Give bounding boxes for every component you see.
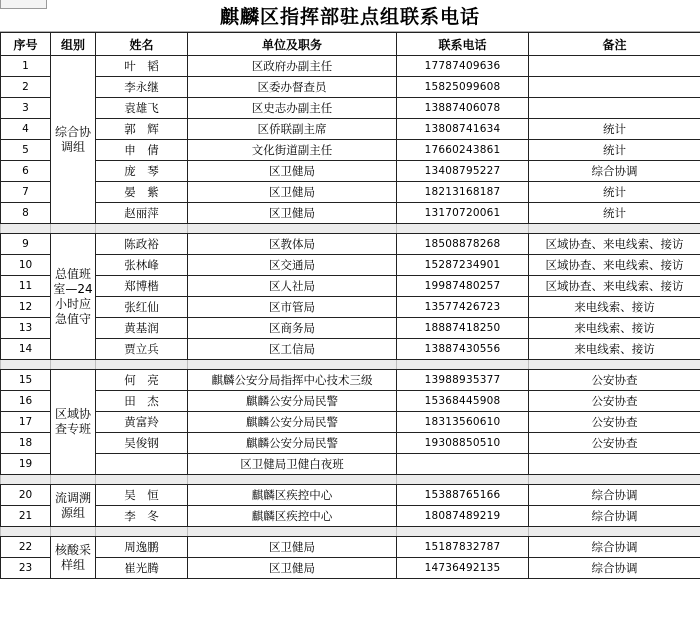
cell-group[interactable]: 流调溯源组 xyxy=(51,485,96,527)
cell-name[interactable]: 田 杰 xyxy=(96,391,188,412)
spacer-cell xyxy=(397,360,529,370)
cell-no[interactable]: 1 xyxy=(1,56,51,77)
spacer-cell xyxy=(188,527,397,537)
cell-unit[interactable]: 区卫健局 xyxy=(188,203,397,224)
cell-note[interactable] xyxy=(529,77,700,98)
table-row xyxy=(1,558,700,579)
cell-unit[interactable]: 麒麟公安分局民警 xyxy=(188,433,397,454)
cell-name[interactable]: 李永继 xyxy=(96,77,188,98)
cell-unit[interactable]: 区卫健局 xyxy=(188,161,397,182)
cell-no[interactable]: 8 xyxy=(1,203,51,224)
cell-phone[interactable]: 15187832787 xyxy=(397,537,529,558)
table-row xyxy=(1,506,700,527)
cell-phone[interactable]: 13170720061 xyxy=(397,203,529,224)
spacer-cell xyxy=(397,224,529,234)
spacer-cell xyxy=(51,360,96,370)
table-row xyxy=(1,339,700,360)
cell-note[interactable]: 区域协查、来电线索、接访 xyxy=(529,276,700,297)
spacer-cell xyxy=(529,360,700,370)
cell-note[interactable]: 统计 xyxy=(529,182,700,203)
cell-note[interactable]: 公安协查 xyxy=(529,370,700,391)
cell-phone[interactable]: 13887406078 xyxy=(397,98,529,119)
cell-name[interactable]: 崔光腾 xyxy=(96,558,188,579)
cell-name[interactable]: 庞 琴 xyxy=(96,161,188,182)
spacer-cell xyxy=(188,475,397,485)
cell-no[interactable]: 18 xyxy=(1,433,51,454)
table-row xyxy=(1,119,700,140)
header-phone: 联系电话 xyxy=(397,33,529,56)
header-unit: 单位及职务 xyxy=(188,33,397,56)
cell-no[interactable]: 6 xyxy=(1,161,51,182)
table-row xyxy=(1,203,700,224)
cell-phone[interactable]: 15388765166 xyxy=(397,485,529,506)
cell-name[interactable]: 吴俊钢 xyxy=(96,433,188,454)
cell-unit[interactable]: 区人社局 xyxy=(188,276,397,297)
cell-no[interactable]: 7 xyxy=(1,182,51,203)
cell-phone[interactable]: 18313560610 xyxy=(397,412,529,433)
cell-no[interactable]: 4 xyxy=(1,119,51,140)
table-row xyxy=(1,140,700,161)
cell-unit[interactable]: 区政府办副主任 xyxy=(188,56,397,77)
cell-phone[interactable] xyxy=(397,454,529,475)
cell-note[interactable]: 综合协调 xyxy=(529,537,700,558)
cell-no[interactable]: 15 xyxy=(1,370,51,391)
cell-no[interactable]: 16 xyxy=(1,391,51,412)
cell-unit[interactable]: 麒麟公安分局民警 xyxy=(188,391,397,412)
cell-name[interactable]: 叶 韬 xyxy=(96,56,188,77)
spacer-row xyxy=(1,527,700,537)
cell-name[interactable]: 郭 辉 xyxy=(96,119,188,140)
cell-name[interactable]: 郑博楷 xyxy=(96,276,188,297)
cell-group[interactable]: 区域协查专班 xyxy=(51,370,96,475)
cell-unit[interactable]: 区工信局 xyxy=(188,339,397,360)
cell-phone[interactable]: 13408795227 xyxy=(397,161,529,182)
cell-name[interactable]: 周逸鹏 xyxy=(96,537,188,558)
cell-name[interactable]: 何 亮 xyxy=(96,370,188,391)
cell-phone[interactable]: 14736492135 xyxy=(397,558,529,579)
spacer-row xyxy=(1,224,700,234)
cell-no[interactable]: 10 xyxy=(1,255,51,276)
cell-unit[interactable]: 麒麟公安分局民警 xyxy=(188,412,397,433)
cell-group[interactable]: 总值班室—24小时应急值守 xyxy=(51,234,96,360)
table-row xyxy=(1,234,700,255)
cell-phone[interactable]: 17787409636 xyxy=(397,56,529,77)
spacer-cell xyxy=(1,475,51,485)
cell-note[interactable]: 来电线索、接访 xyxy=(529,339,700,360)
cell-name[interactable]: 赵丽萍 xyxy=(96,203,188,224)
cell-no[interactable]: 17 xyxy=(1,412,51,433)
cell-unit[interactable]: 区卫健局卫健白夜班 xyxy=(188,454,397,475)
cell-no[interactable]: 23 xyxy=(1,558,51,579)
spacer-cell xyxy=(1,527,51,537)
cell-no[interactable]: 22 xyxy=(1,537,51,558)
cell-phone[interactable]: 13577426723 xyxy=(397,297,529,318)
table-row xyxy=(1,276,700,297)
cell-phone[interactable]: 15287234901 xyxy=(397,255,529,276)
sheet-title xyxy=(0,0,700,32)
spacer-cell xyxy=(1,224,51,234)
contact-table xyxy=(0,32,700,579)
cell-unit[interactable]: 区卫健局 xyxy=(188,558,397,579)
table-row xyxy=(1,485,700,506)
header-row xyxy=(1,33,700,56)
cell-unit[interactable]: 麒麟区疾控中心 xyxy=(188,506,397,527)
spacer-cell xyxy=(188,360,397,370)
cell-unit[interactable]: 麒麟公安分局指挥中心技术三级 xyxy=(188,370,397,391)
corner-cell[interactable] xyxy=(0,0,47,9)
cell-no[interactable]: 3 xyxy=(1,98,51,119)
cell-phone[interactable]: 19308850510 xyxy=(397,433,529,454)
cell-note[interactable]: 综合协调 xyxy=(529,558,700,579)
table-row xyxy=(1,161,700,182)
cell-name[interactable]: 李 冬 xyxy=(96,506,188,527)
cell-unit[interactable]: 区教体局 xyxy=(188,234,397,255)
cell-phone[interactable]: 18887418250 xyxy=(397,318,529,339)
cell-no[interactable]: 20 xyxy=(1,485,51,506)
table-row xyxy=(1,454,700,475)
cell-phone[interactable]: 18213168187 xyxy=(397,182,529,203)
spacer-cell xyxy=(51,475,96,485)
cell-no[interactable]: 14 xyxy=(1,339,51,360)
cell-name[interactable]: 晏 紫 xyxy=(96,182,188,203)
table-row xyxy=(1,255,700,276)
cell-unit[interactable]: 区委办督查员 xyxy=(188,77,397,98)
table-row xyxy=(1,433,700,454)
cell-name[interactable]: 黄富羚 xyxy=(96,412,188,433)
table-row xyxy=(1,182,700,203)
header-no: 序号 xyxy=(1,33,51,56)
cell-note[interactable] xyxy=(529,98,700,119)
cell-name[interactable]: 贾立兵 xyxy=(96,339,188,360)
table-row xyxy=(1,318,700,339)
cell-phone[interactable]: 13808741634 xyxy=(397,119,529,140)
spacer-cell xyxy=(1,360,51,370)
header-group: 组别 xyxy=(51,33,96,56)
cell-note[interactable]: 综合协调 xyxy=(529,161,700,182)
cell-unit[interactable]: 文化街道副主任 xyxy=(188,140,397,161)
cell-no[interactable]: 5 xyxy=(1,140,51,161)
cell-note[interactable]: 综合协调 xyxy=(529,485,700,506)
cell-note[interactable]: 公安协查 xyxy=(529,433,700,454)
spacer-cell xyxy=(529,527,700,537)
cell-name[interactable]: 陈政裕 xyxy=(96,234,188,255)
cell-name[interactable]: 袁雄飞 xyxy=(96,98,188,119)
cell-note[interactable]: 统计 xyxy=(529,119,700,140)
table-row xyxy=(1,77,700,98)
table-row xyxy=(1,391,700,412)
table-body xyxy=(1,56,700,579)
cell-note[interactable]: 区域协查、来电线索、接访 xyxy=(529,255,700,276)
header-name: 姓名 xyxy=(96,33,188,56)
spacer-cell xyxy=(96,360,188,370)
cell-no[interactable]: 11 xyxy=(1,276,51,297)
cell-note[interactable]: 公安协查 xyxy=(529,391,700,412)
table-row xyxy=(1,537,700,558)
spacer-cell xyxy=(51,224,96,234)
cell-name[interactable]: 张林峰 xyxy=(96,255,188,276)
cell-phone[interactable]: 15368445908 xyxy=(397,391,529,412)
cell-name[interactable]: 吴 恒 xyxy=(96,485,188,506)
cell-unit[interactable]: 麒麟区疾控中心 xyxy=(188,485,397,506)
cell-phone[interactable]: 15825099608 xyxy=(397,77,529,98)
cell-note[interactable] xyxy=(529,454,700,475)
cell-phone[interactable]: 17660243861 xyxy=(397,140,529,161)
cell-unit[interactable]: 区卫健局 xyxy=(188,537,397,558)
spacer-cell xyxy=(397,475,529,485)
cell-note[interactable] xyxy=(529,56,700,77)
cell-unit[interactable]: 区卫健局 xyxy=(188,182,397,203)
table-row xyxy=(1,370,700,391)
spacer-cell xyxy=(96,224,188,234)
cell-name[interactable]: 申 倩 xyxy=(96,140,188,161)
cell-phone[interactable]: 19987480257 xyxy=(397,276,529,297)
spacer-cell xyxy=(529,475,700,485)
cell-phone[interactable]: 13988935377 xyxy=(397,370,529,391)
cell-phone[interactable]: 18508878268 xyxy=(397,234,529,255)
table-row xyxy=(1,412,700,433)
cell-note[interactable]: 综合协调 xyxy=(529,506,700,527)
cell-note[interactable]: 区域协查、来电线索、接访 xyxy=(529,234,700,255)
cell-unit[interactable]: 区商务局 xyxy=(188,318,397,339)
cell-no[interactable]: 12 xyxy=(1,297,51,318)
cell-unit[interactable]: 区市管局 xyxy=(188,297,397,318)
spacer-cell xyxy=(397,527,529,537)
cell-note[interactable]: 来电线索、接访 xyxy=(529,318,700,339)
table-row xyxy=(1,297,700,318)
cell-no[interactable]: 21 xyxy=(1,506,51,527)
cell-no[interactable]: 19 xyxy=(1,454,51,475)
spacer-cell xyxy=(96,527,188,537)
cell-unit[interactable]: 区交通局 xyxy=(188,255,397,276)
cell-no[interactable]: 2 xyxy=(1,77,51,98)
spacer-row xyxy=(1,360,700,370)
sheet-title-text: 麒麟区指挥部驻点组联系电话 xyxy=(219,6,480,28)
cell-phone[interactable]: 18087489219 xyxy=(397,506,529,527)
cell-no[interactable]: 13 xyxy=(1,318,51,339)
spacer-row xyxy=(1,475,700,485)
cell-group[interactable]: 综合协调组 xyxy=(51,56,96,224)
table-row xyxy=(1,56,700,77)
cell-no[interactable]: 9 xyxy=(1,234,51,255)
cell-note[interactable]: 公安协查 xyxy=(529,412,700,433)
cell-group[interactable]: 核酸采样组 xyxy=(51,537,96,579)
cell-name[interactable]: 黄基润 xyxy=(96,318,188,339)
spacer-cell xyxy=(188,224,397,234)
cell-note[interactable]: 统计 xyxy=(529,140,700,161)
cell-unit[interactable]: 区史志办副主任 xyxy=(188,98,397,119)
header-note: 备注 xyxy=(529,33,700,56)
cell-name[interactable] xyxy=(96,454,188,475)
cell-name[interactable]: 张红仙 xyxy=(96,297,188,318)
cell-note[interactable]: 统计 xyxy=(529,203,700,224)
cell-unit[interactable]: 区侨联副主席 xyxy=(188,119,397,140)
spacer-cell xyxy=(51,527,96,537)
spacer-cell xyxy=(96,475,188,485)
spacer-cell xyxy=(529,224,700,234)
table-row xyxy=(1,98,700,119)
cell-note[interactable]: 来电线索、接访 xyxy=(529,297,700,318)
cell-phone[interactable]: 13887430556 xyxy=(397,339,529,360)
